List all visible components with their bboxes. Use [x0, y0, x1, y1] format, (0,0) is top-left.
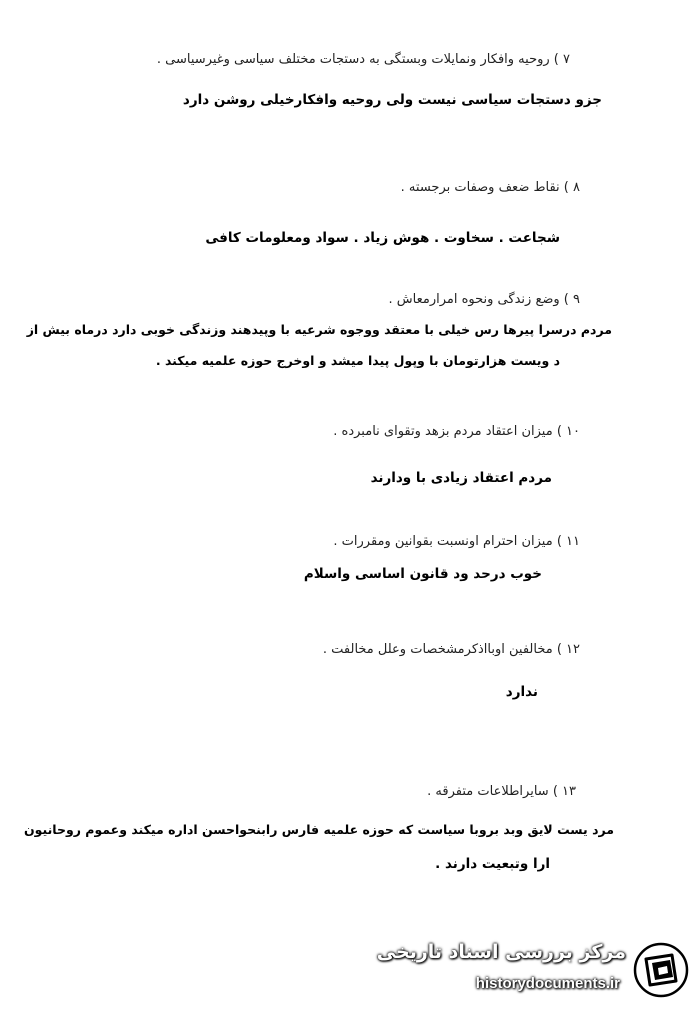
item-7-question: ۷ ) روحیه وافکار ونمایلات وبستگی به دستجات مختلف سیاسی وغیرسیاسی .	[156, 52, 570, 67]
item-11-question: ۱۱ ) میزان احترام اونسبت بقوانین ومقررات .	[333, 534, 580, 549]
item-8-answer: شجاعت . سخاوت . هوش زیاد . سواد ومعلومات کافی	[205, 230, 560, 246]
watermark	[376, 937, 692, 1007]
item-8-question: ۸ ) نقاط ضعف وصفات برجسته .	[400, 180, 580, 195]
item-13-answer-line-2: ارا وتبعیت دارند .	[435, 856, 550, 872]
item-10-question: ۱۰ ) میزان اعتقاد مردم بزهد وتقوای نامبرده .	[333, 424, 580, 439]
watermark-url: historydocuments.ir	[475, 975, 620, 992]
archive-logo-icon	[632, 941, 690, 999]
item-9-question: ۹ ) وضع زندگی ونحوه امرارمعاش .	[388, 292, 580, 307]
item-11-answer: خوب درحد ود قانون اساسی واسلام	[303, 566, 542, 582]
item-9-answer-line-1: مردم درسرا پیرها رس خیلی با معتقد ووجوه شرعیه با وپیدهند وزندگی خوبی دارد درماه بیش از	[26, 322, 612, 337]
item-13-answer-line-1: مرد یست لایق وبد بروبا سیاست که حوزه علمیه فارس رابنحواحسن اداره میکند وعموم روحانیون	[23, 822, 614, 837]
item-9-answer-line-2: د ویست هزارتومان با وپول پیدا میشد و اوخرج حوزه علمیه میکند .	[155, 353, 560, 368]
item-10-answer: مردم اعتقاد زیادی با ودارند	[370, 470, 552, 486]
item-12-question: ۱۲ ) مخالفین اوبااذکرمشخصات وعلل مخالفت .	[322, 642, 580, 657]
item-7-answer: جزو دستجات سیاسی نیست ولی روحیه وافکارخیلی روشن دارد	[182, 92, 602, 108]
watermark-title: مرکز بررسی اسناد تاریخی	[376, 941, 626, 963]
item-13-question: ۱۳ ) سایراطلاعات متفرقه .	[427, 784, 576, 799]
item-12-answer: ندارد	[505, 684, 538, 700]
